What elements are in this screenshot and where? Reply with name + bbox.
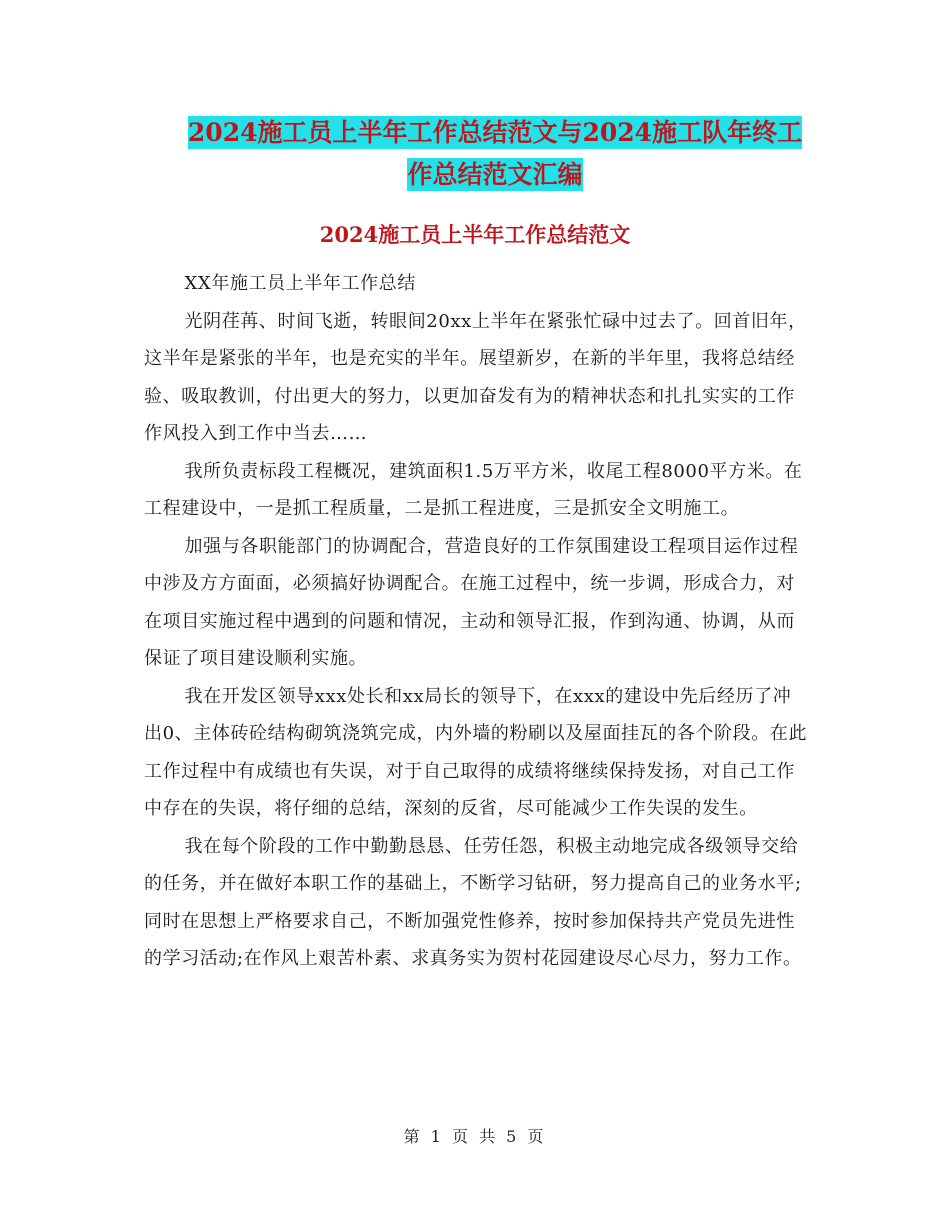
paragraph: 光阴荏苒、时间飞逝，转眼间20xx上半年在紧张忙碌中过去了。回首旧年，这半年是紧张的半年，也是充实的半年。展望新岁，在新的半年里，我将总结经验、吸取教训，付出更大的努力，以更加奋发有为的精神状态和扎扎实实的工作作风投入到工作中当去…… — [144, 310, 807, 444]
document-title — [140, 112, 850, 196]
paragraph: 加强与各职能部门的协调配合，营造良好的工作氛围建设工程项目运作过程中涉及方方面面，必须搞好协调配合。在施工过程中，统一步调，形成合力，对在项目实施过程中遇到的问题和情况，主动和领导汇报，作到沟通、协调，从而保证了项目建设顺利实施。 — [144, 535, 799, 669]
paragraph: 我在每个阶段的工作中勤勤恳恳、任劳任怨，积极主动地完成各级领导交给的任务，并在做好本职工作的基础上，不断学习钻研，努力提高自己的业务水平;同时在思想上严格要求自己，不断加强党性修养，按时参加保持共产党员先进性的学习活动;在作风上艰苦朴素、求真务实为贺村花园建设尽心尽力，努力工作。 — [144, 835, 802, 969]
paragraph-subtitle: XX年施工员上半年工作总结 — [184, 273, 416, 294]
section-title: 2024施工员上半年工作总结范文 — [319, 222, 631, 247]
document-body — [144, 265, 808, 978]
paragraph: 我所负责标段工程概况，建筑面积1.5万平方米，收尾工程8000平方米。在工程建设中，一是抓工程质量，二是抓工程进度，三是抓安全文明施工。 — [144, 460, 803, 519]
paragraph: 我在开发区领导xxx处长和xx局长的领导下，在xxx的建设中先后经历了冲出0、主体砖砼结构砌筑浇筑完成，内外墙的粉刷以及屋面挂瓦的各个阶段。在此工作过程中有成绩也有失误，对于自己取得的成绩将继续保持发扬，对自己工作中存在的失误，将仔细的总结，深刻的反省，尽可能减少工作失误的发生。 — [144, 685, 808, 819]
document-title-line-1: 2024施工员上半年工作总结范文与2024施工队年终工 — [187, 118, 803, 147]
page-number-footer: 第 1 页 共 5 页 — [403, 1127, 547, 1146]
document-title-line-2: 作总结范文汇编 — [407, 160, 583, 189]
